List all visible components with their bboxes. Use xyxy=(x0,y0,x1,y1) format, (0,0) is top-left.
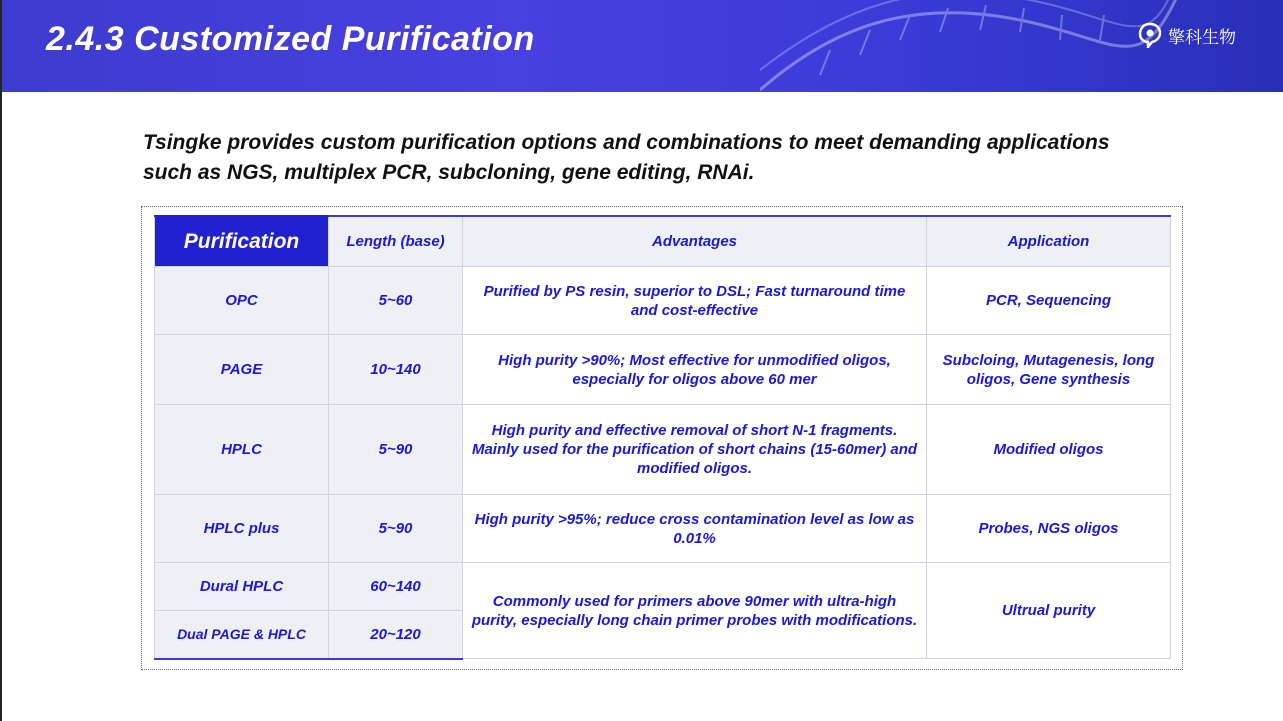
cell-name: HPLC plus xyxy=(155,495,329,563)
logo-text: 擎科生物 xyxy=(1168,27,1236,47)
cell-name: Dural HPLC xyxy=(155,563,329,611)
table-frame xyxy=(141,206,1183,670)
purification-table xyxy=(154,215,1171,660)
page-title: 2.4.3 Customized Purification xyxy=(46,20,535,58)
header-length: Length (base) xyxy=(329,216,463,267)
cell-advantages: Purified by PS resin, superior to DSL; Fast turnaround time and cost-effective xyxy=(463,267,927,335)
cell-name: Dual PAGE & HPLC xyxy=(155,611,329,659)
cell-application-merged: Ultrual purity xyxy=(927,563,1171,659)
logo-icon xyxy=(1138,22,1162,48)
cell-name: OPC xyxy=(155,267,329,335)
cell-length: 60~140 xyxy=(329,563,463,611)
cell-length: 5~90 xyxy=(329,405,463,495)
table-row xyxy=(155,563,1171,611)
cell-application: Subcloing, Mutagenesis, long oligos, Gene synthesis xyxy=(927,335,1171,405)
left-border xyxy=(0,0,2,721)
cell-name: PAGE xyxy=(155,335,329,405)
cell-advantages-merged: Commonly used for primers above 90mer with ultra-high purity, especially long chain primer probes with modifications. xyxy=(463,563,927,659)
cell-length: 20~120 xyxy=(329,611,463,659)
cell-name: HPLC xyxy=(155,405,329,495)
cell-length: 5~90 xyxy=(329,495,463,563)
table-row xyxy=(155,335,1171,405)
cell-application: PCR, Sequencing xyxy=(927,267,1171,335)
cell-advantages: High purity >95%; reduce cross contamination level as low as 0.01% xyxy=(463,495,927,563)
dna-helix-decoration xyxy=(760,0,1180,92)
cell-advantages: High purity and effective removal of short N-1 fragments. Mainly used for the purification of short chains (15-60mer) and modified oligos. xyxy=(463,405,927,495)
company-logo xyxy=(1138,22,1236,48)
cell-length: 5~60 xyxy=(329,267,463,335)
header-advantages: Advantages xyxy=(463,216,927,267)
header-banner xyxy=(0,0,1283,92)
cell-advantages: High purity >90%; Most effective for unmodified oligos, especially for oligos above 60 mer xyxy=(463,335,927,405)
cell-length: 10~140 xyxy=(329,335,463,405)
table-row xyxy=(155,267,1171,335)
subtitle: Tsingke provides custom purification options and combinations to meet demanding applications such as NGS, multiplex PCR, subcloning, gene editing, RNAi. xyxy=(143,131,1110,184)
table-row xyxy=(155,495,1171,563)
cell-application: Probes, NGS oligos xyxy=(927,495,1171,563)
table-row xyxy=(155,405,1171,495)
header-purification: Purification xyxy=(155,216,329,267)
table-header-row xyxy=(155,216,1171,267)
cell-application: Modified oligos xyxy=(927,405,1171,495)
header-application: Application xyxy=(927,216,1171,267)
